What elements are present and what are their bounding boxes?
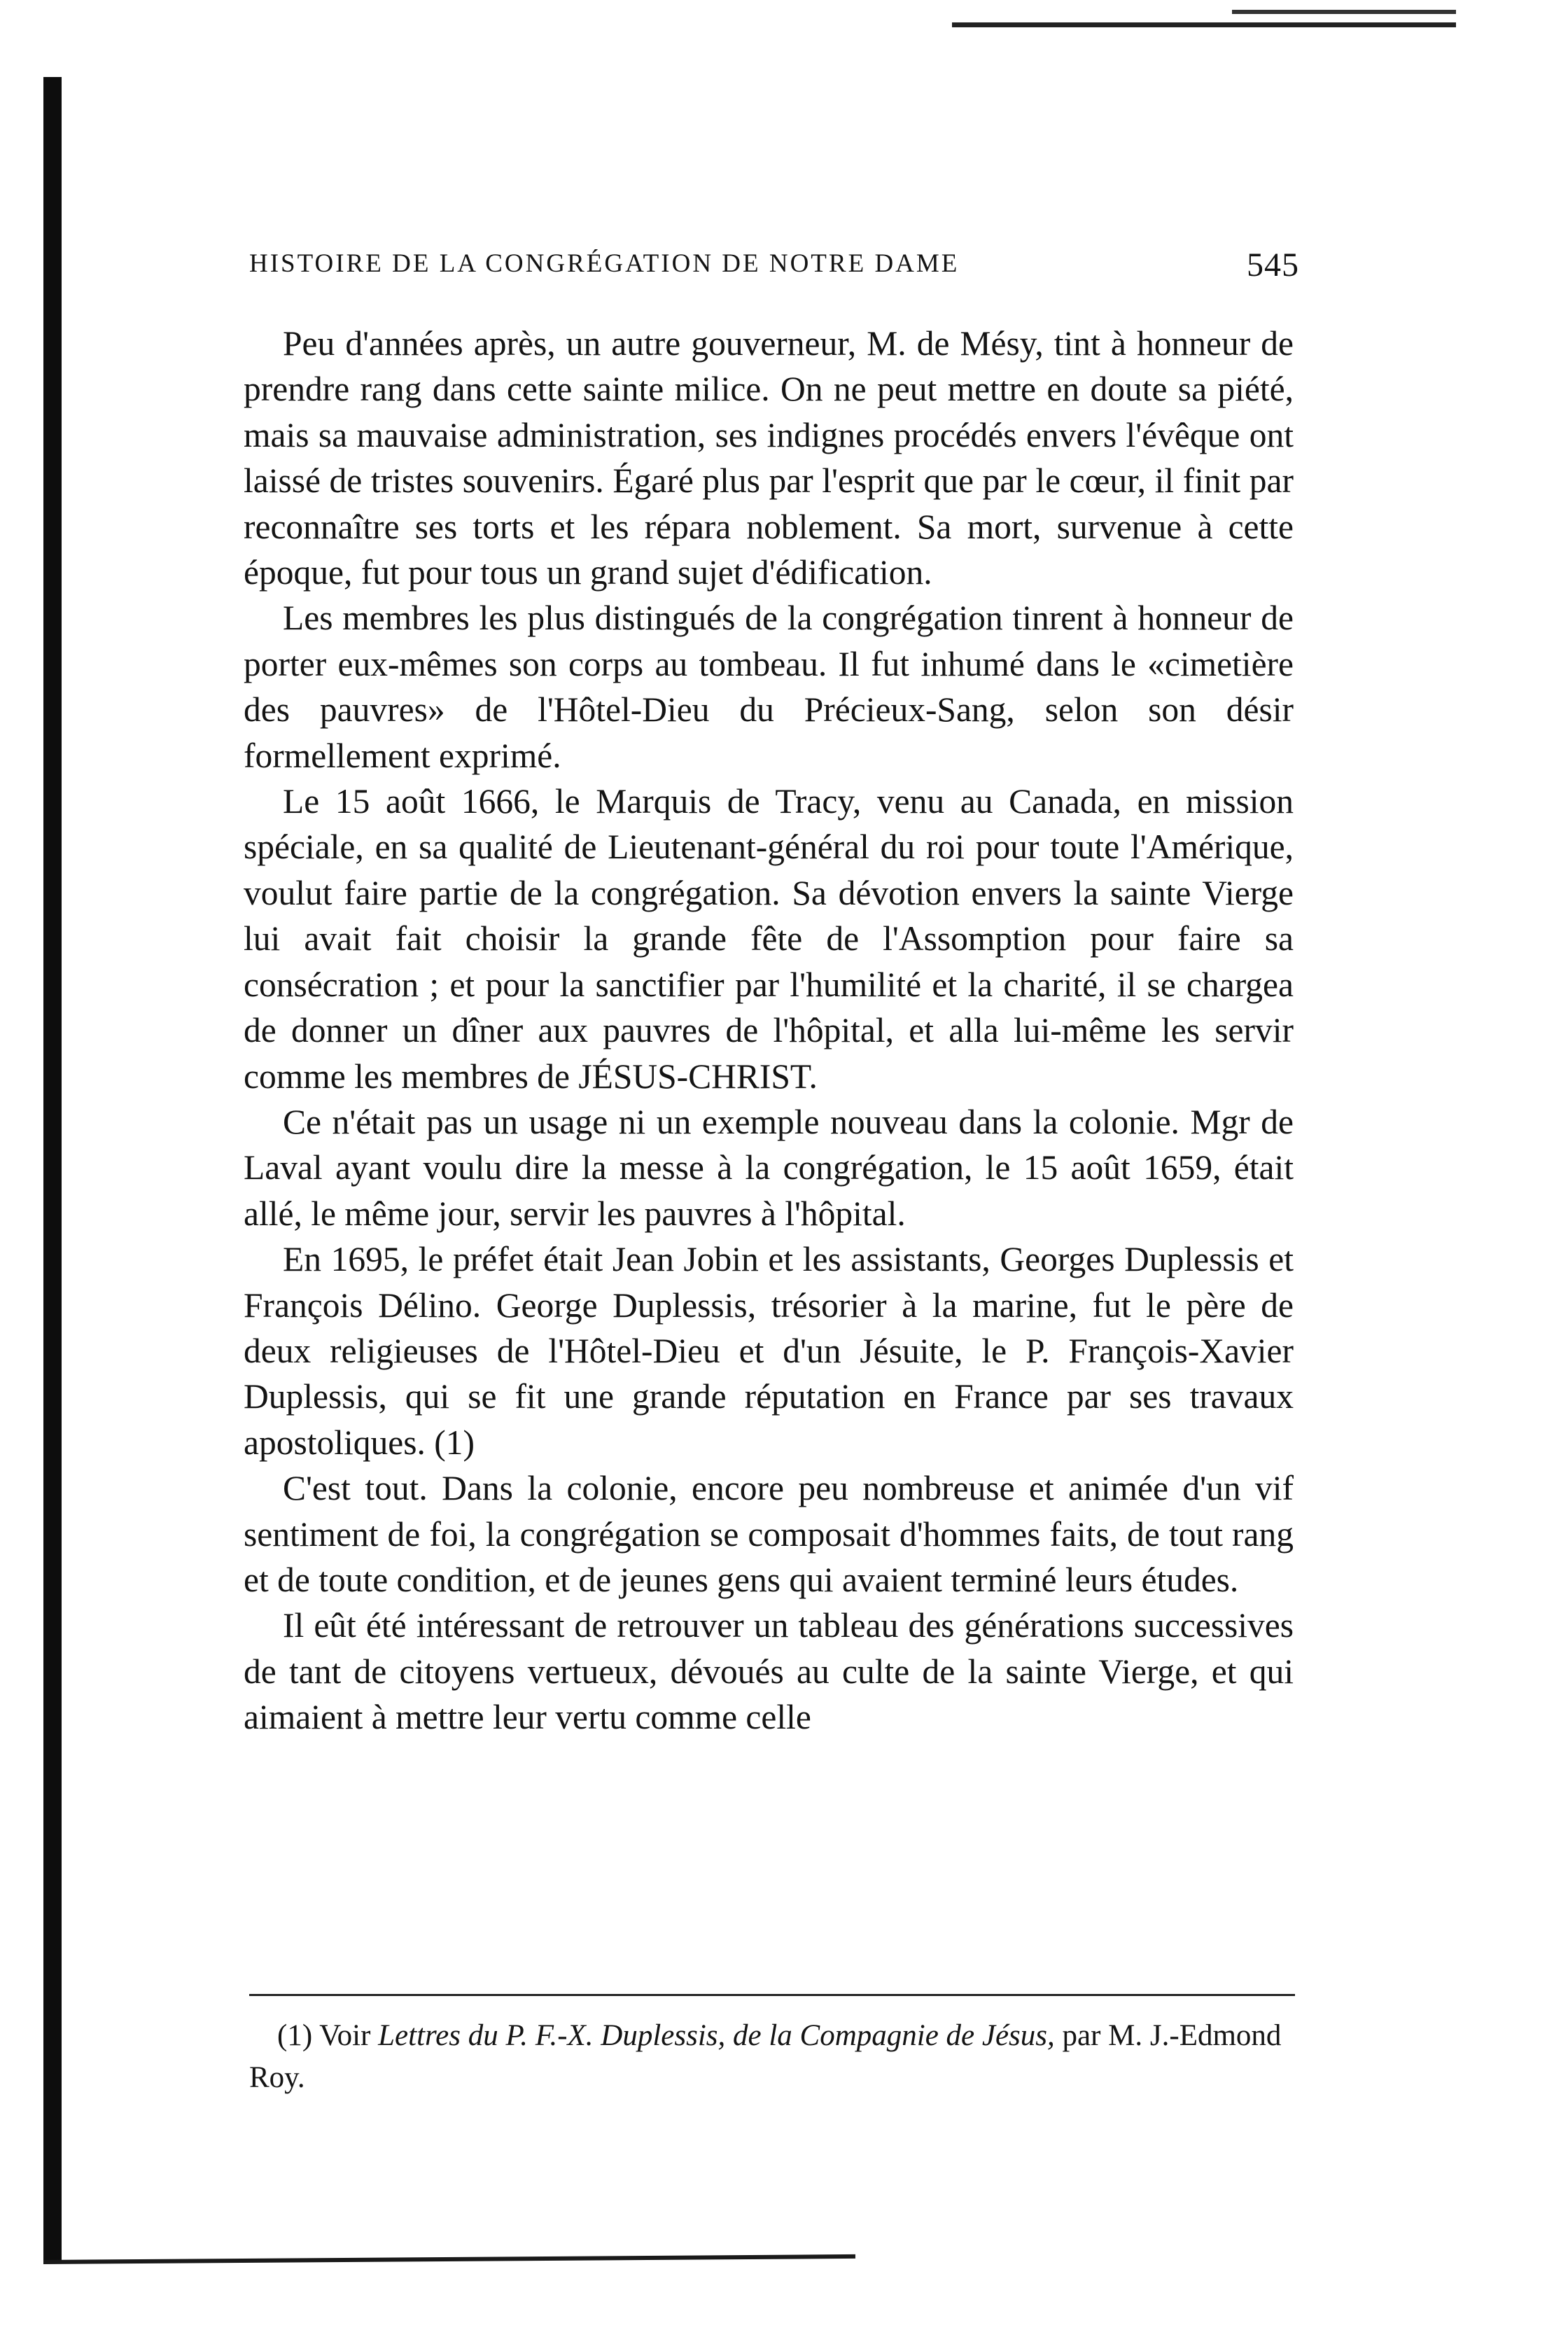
footnote-marker: (1) Voir <box>277 2019 379 2052</box>
running-head <box>249 246 1299 291</box>
paragraph: C'est tout. Dans la colonie, encore peu nombreuse et animée d'un vif sentiment de foi, la congrégation se composait d'hommes faits, de tout rang et de toute condition, et de jeunes gens qui avaient terminé leurs études. <box>244 1469 1294 1599</box>
paragraph: Ce n'était pas un usage ni un exemple nouveau dans la colonie. Mgr de Laval ayant voulu dire la messe à la congrégation, le 15 août 1659, était allé, le même jour, servir les pauvres à l'hôpital. <box>244 1102 1294 1233</box>
footnote-rule <box>249 1994 1295 1996</box>
paragraph: Les membres les plus distingués de la congrégation tinrent à honneur de porter eux-mêmes son corps au tombeau. Il fut inhumé dans le «cimetière des pauvres» de l'Hôtel-Dieu du Précieux-Sang, selon son désir formellement exprimé. <box>244 599 1294 775</box>
footnote-title: Lettres du P. F.-X. Duplessis, de la Compagnie de Jésus, <box>378 2019 1055 2052</box>
body-text <box>244 321 1294 1740</box>
scan-border-left <box>43 77 62 2261</box>
scan-border-top <box>952 22 1456 27</box>
paragraph: Il eût été intéressant de retrouver un tableau des générations successives de tant de citoyens vertueux, dévoués au culte de la sainte Vierge, et qui aimaient à mettre leur vertu comme celle <box>244 1606 1294 1737</box>
page-number: 545 <box>1247 246 1299 284</box>
paragraph: Le 15 août 1666, le Marquis de Tracy, venu au Canada, en mission spéciale, en sa qualité de Lieutenant-général du roi pour toute l'Amérique, voulut faire partie de la congrégation. Sa dévotion envers la sainte Vierge lui avait fait choisir la grande fête de l'Assomption pour faire sa consécration ; et pour la sanctifier par l'humilité et la charité, il se chargea de donner un dîner aux pauvres de l'hôpital, et alla lui-même les servir comme les membres de JÉSUS-CHRIST. <box>244 782 1294 1096</box>
footnote <box>249 2015 1299 2099</box>
paragraph: En 1695, le préfet était Jean Jobin et les assistants, Georges Duplessis et François Délino. George Duplessis, trésorier à la marine, fut le père de deux religieuses de l'Hôtel-Dieu et d'un Jésuite, le P. François-Xavier Duplessis, qui se fit une grande réputation en France par ses travaux apostoliques. (1) <box>244 1240 1294 1462</box>
footnote-author: par M. J.-Edmond Roy. <box>249 2019 1282 2094</box>
footnote-text <box>249 2015 1299 2099</box>
scan-border-bottom <box>43 2254 855 2264</box>
paragraph: Peu d'années après, un autre gouverneur, M. de Mésy, tint à honneur de prendre rang dans cette sainte milice. On ne peut mettre en doute sa piété, mais sa mauvaise administration, ses indignes procédés envers l'évêque ont laissé de tristes souvenirs. Égaré plus par l'esprit que par le cœur, il finit par reconnaître ses torts et les répara noblement. Sa mort, survenue à cette époque, fut pour tous un grand sujet d'édification. <box>244 324 1294 592</box>
scan-border-top-fragment <box>1232 10 1456 14</box>
running-head-title: HISTOIRE DE LA CONGRÉGATION DE NOTRE DAME <box>249 249 960 278</box>
